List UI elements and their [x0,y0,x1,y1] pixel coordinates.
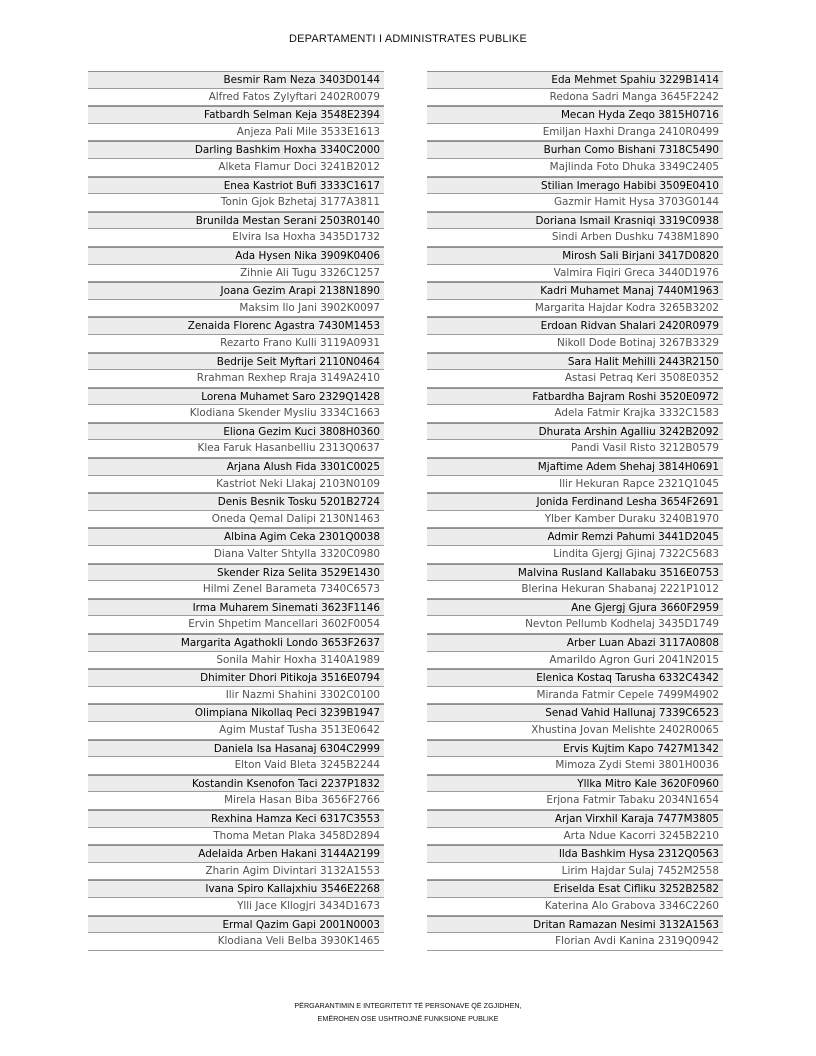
list-item: Irma Muharem Sinemati 3623F1146 [88,599,384,617]
list-item: Rezarto Frano Kulli 3119A0931 [88,335,384,353]
list-item: Blerina Hekuran Shabanaj 2221P1012 [427,581,723,599]
list-item: Jonida Ferdinand Lesha 3654F2691 [427,493,723,511]
list-item: Denis Besnik Tosku 5201B2724 [88,493,384,511]
list-item: Ylber Kamber Duraku 3240B1970 [427,511,723,529]
list-item: Eliona Gezim Kuci 3808H0360 [88,423,384,441]
list-item: Eriselda Esat Cifliku 3252B2582 [427,880,723,898]
footer-line-2: EMËROHEN OSE USHTROJNË FUNKSIONE PUBLIKE [317,1014,499,1023]
page-title: DEPARTAMENTI I ADMINISTRATES PUBLIKE [288,33,528,45]
list-item: Albina Agim Ceka 2301Q0038 [88,528,384,546]
list-item: Mirela Hasan Biba 3656F2766 [88,792,384,810]
list-item: Fatbardh Selman Keja 3548E2394 [88,106,384,124]
list-item: Eda Mehmet Spahiu 3229B1414 [427,71,723,89]
list-item: Maksim Ilo Jani 3902K0097 [88,300,384,318]
list-item: Mimoza Zydi Stemi 3801H0036 [427,757,723,775]
list-item: Arjan Virxhil Karaja 7477M3805 [427,810,723,828]
list-item: Ermal Qazim Gapi 2001N0003 [88,916,384,934]
left-name-list [88,71,384,951]
list-item: Klea Faruk Hasanbelliu 2313Q0637 [88,440,384,458]
list-item: Oneda Qemal Dalipi 2130N1463 [88,511,384,529]
list-item: Besmir Ram Neza 3403D0144 [88,71,384,89]
list-item: Ilir Nazmi Shahini 3302C0100 [88,687,384,705]
list-item: Margarita Hajdar Kodra 3265B3202 [427,300,723,318]
list-item: Dritan Ramazan Nesimi 3132A1563 [427,916,723,934]
list-item: Redona Sadri Manga 3645F2242 [427,89,723,107]
list-item: Agim Mustaf Tusha 3513E0642 [88,722,384,740]
list-item: Skender Riza Selita 3529E1430 [88,564,384,582]
list-item: Ilir Hekuran Rapce 2321Q1045 [427,476,723,494]
list-item: Dhimiter Dhori Pitikoja 3516E0794 [88,669,384,687]
footer [0,999,816,1025]
list-item: Lirim Hajdar Sulaj 7452M2558 [427,863,723,881]
list-item: Olimpiana Nikollaq Peci 3239B1947 [88,704,384,722]
list-item: Diana Valter Shtylla 3320C0980 [88,546,384,564]
list-item: Nikoll Dode Botinaj 3267B3329 [427,335,723,353]
list-item: Elvira Isa Hoxha 3435D1732 [88,229,384,247]
list-item: Klodiana Veli Belba 3930K1465 [88,933,384,951]
list-item: Yllka Mitro Kale 3620F0960 [427,775,723,793]
list-item: Sonila Mahir Hoxha 3140A1989 [88,652,384,670]
list-item: Dhurata Arshin Agalliu 3242B2092 [427,423,723,441]
list-item: Zihnie Ali Tugu 3326C1257 [88,265,384,283]
list-item: Miranda Fatmir Cepele 7499M4902 [427,687,723,705]
list-item: Ervis Kujtim Kapo 7427M1342 [427,740,723,758]
list-item: Ylli Jace Kllogjri 3434D1673 [88,898,384,916]
list-item: Valmira Fiqiri Greca 3440D1976 [427,265,723,283]
list-item: Majlinda Foto Dhuka 3349C2405 [427,159,723,177]
right-name-list [427,71,723,951]
list-item: Emiljan Haxhi Dranga 2410R0499 [427,124,723,142]
list-item: Anjeza Pali Mile 3533E1613 [88,124,384,142]
list-item: Ilda Bashkim Hysa 2312Q0563 [427,845,723,863]
list-item: Doriana Ismail Krasniqi 3319C0938 [427,212,723,230]
list-item: Elenica Kostaq Tarusha 6332C4342 [427,669,723,687]
list-item: Lindita Gjergj Gjinaj 7322C5683 [427,546,723,564]
list-item: Arjana Alush Fida 3301C0025 [88,458,384,476]
list-item: Erdoan Ridvan Shalari 2420R0979 [427,317,723,335]
list-item: Thoma Metan Plaka 3458D2894 [88,828,384,846]
list-item: Erjona Fatmir Tabaku 2034N1654 [427,792,723,810]
list-item: Brunilda Mestan Serani 2503R0140 [88,212,384,230]
list-item: Lorena Muhamet Saro 2329Q1428 [88,388,384,406]
list-item: Ada Hysen Nika 3909K0406 [88,247,384,265]
list-item: Mjaftime Adem Shehaj 3814H0691 [427,458,723,476]
list-item: Zenaida Florenc Agastra 7430M1453 [88,317,384,335]
list-item: Klodiana Skender Mysliu 3334C1663 [88,405,384,423]
list-item: Amarildo Agron Guri 2041N2015 [427,652,723,670]
list-item: Adelaida Arben Hakani 3144A2199 [88,845,384,863]
list-item: Joana Gezim Arapi 2138N1890 [88,282,384,300]
list-item: Ane Gjergj Gjura 3660F2959 [427,599,723,617]
list-item: Astasi Petraq Keri 3508E0352 [427,370,723,388]
list-item: Mirosh Sali Birjani 3417D0820 [427,247,723,265]
list-item: Gazmir Hamit Hysa 3703G0144 [427,194,723,212]
list-item: Xhustina Jovan Melishte 2402R0065 [427,722,723,740]
list-item: Ivana Spiro Kallajxhiu 3546E2268 [88,880,384,898]
list-item: Burhan Como Bishani 7318C5490 [427,141,723,159]
list-item: Arber Luan Abazi 3117A0808 [427,634,723,652]
list-item: Pandi Vasil Risto 3212B0579 [427,440,723,458]
list-item: Zharin Agim Divintari 3132A1553 [88,863,384,881]
list-item: Tonin Gjok Bzhetaj 3177A3811 [88,194,384,212]
list-item: Alketa Flamur Doci 3241B2012 [88,159,384,177]
list-item: Malvina Rusland Kallabaku 3516E0753 [427,564,723,582]
list-item: Ervin Shpetim Mancellari 3602F0054 [88,616,384,634]
list-item: Margarita Agathokli Londo 3653F2637 [88,634,384,652]
list-item: Bedrije Seit Myftari 2110N0464 [88,353,384,371]
list-item: Rrahman Rexhep Rraja 3149A2410 [88,370,384,388]
list-item: Kostandin Ksenofon Taci 2237P1832 [88,775,384,793]
list-item: Daniela Isa Hasanaj 6304C2999 [88,740,384,758]
list-item: Hilmi Zenel Barameta 7340C6573 [88,581,384,599]
list-item: Elton Vaid Bleta 3245B2244 [88,757,384,775]
list-item: Arta Ndue Kacorri 3245B2210 [427,828,723,846]
list-item: Senad Vahid Hallunaj 7339C6523 [427,704,723,722]
list-item: Enea Kastriot Bufi 3333C1617 [88,177,384,195]
list-item: Nevton Pellumb Kodhelaj 3435D1749 [427,616,723,634]
list-item: Kastriot Neki Llakaj 2103N0109 [88,476,384,494]
list-item: Darling Bashkim Hoxha 3340C2000 [88,141,384,159]
list-item: Admir Remzi Pahumi 3441D2045 [427,528,723,546]
list-item: Rexhina Hamza Keci 6317C3553 [88,810,384,828]
list-item: Sindi Arben Dushku 7438M1890 [427,229,723,247]
list-item: Mecan Hyda Zeqo 3815H0716 [427,106,723,124]
list-item: Florian Avdi Kanina 2319Q0942 [427,933,723,951]
list-item: Katerina Alo Grabova 3346C2260 [427,898,723,916]
list-item: Kadri Muhamet Manaj 7440M1963 [427,282,723,300]
list-item: Sara Halit Mehilli 2443R2150 [427,353,723,371]
list-item: Alfred Fatos Zylyftari 2402R0079 [88,89,384,107]
list-item: Fatbardha Bajram Roshi 3520E0972 [427,388,723,406]
footer-line-1: PËRGARANTIMIN E INTEGRITETIT TË PERSONAVE QË ZGJIDHEN, [294,1001,522,1010]
list-item: Adela Fatmir Krajka 3332C1583 [427,405,723,423]
list-item: Stilian Imerago Habibi 3509E0410 [427,177,723,195]
